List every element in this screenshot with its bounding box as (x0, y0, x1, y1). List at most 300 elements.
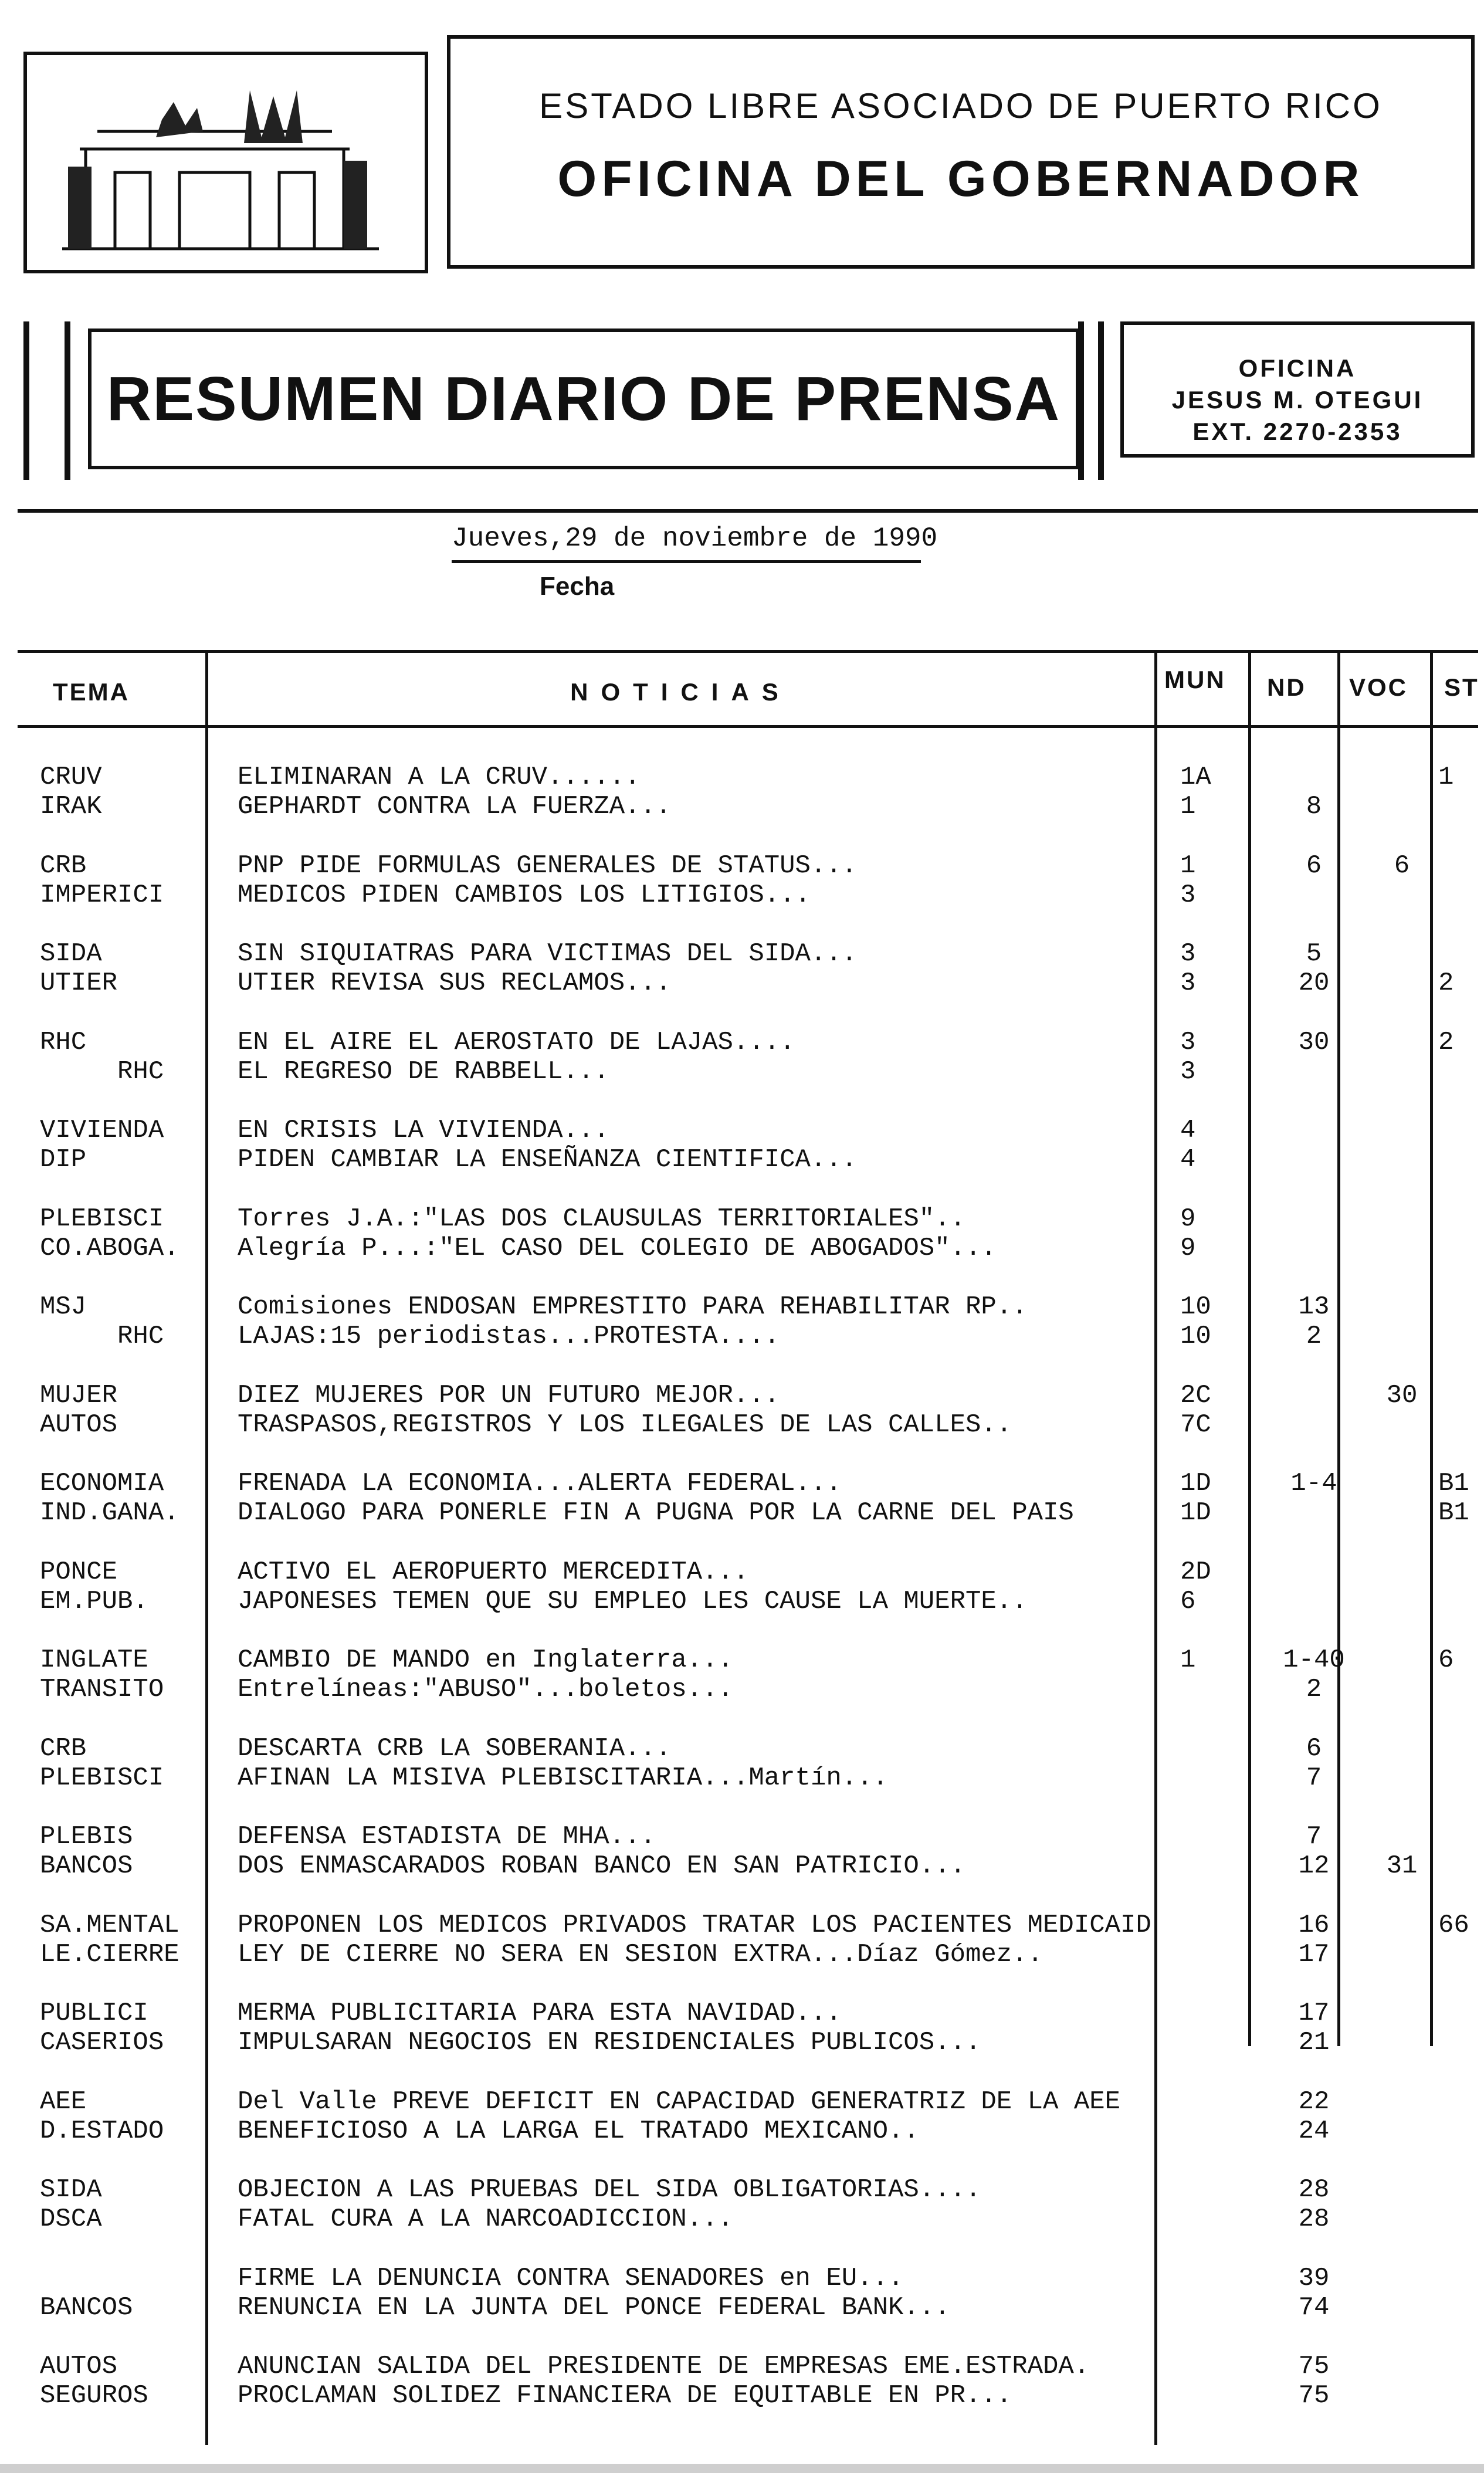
nd-line (1261, 1145, 1367, 1174)
cell-mun (1180, 939, 1195, 998)
voc-line: 30 (1386, 1381, 1418, 1410)
cell-nd (1261, 2352, 1367, 2410)
cell-noticias (238, 1469, 1074, 1528)
tema-line: RHC (40, 1057, 164, 1086)
tema-line: PLEBIS (40, 1822, 133, 1851)
header-line-1: ESTADO LIBRE ASOCIADO DE PUERTO RICO (539, 86, 1383, 126)
nd-line: 2 (1306, 1322, 1322, 1351)
cell-nd (1261, 2175, 1367, 2234)
st-line: 1 (1438, 763, 1454, 792)
tema-line: BANCOS (40, 1851, 133, 1881)
voc-line (1355, 1587, 1449, 1616)
date-underline (452, 560, 921, 563)
nd-line (1261, 1587, 1367, 1616)
nd-line: 5 (1306, 939, 1322, 968)
cell-tema (40, 1381, 117, 1440)
mun-line: 1D (1180, 1469, 1211, 1498)
voc-line (1355, 1116, 1449, 1145)
mun-line: 3 (1180, 1057, 1196, 1086)
cell-nd (1261, 2087, 1367, 2146)
noticias-line: DIEZ MUJERES POR UN FUTURO MEJOR... (238, 1381, 780, 1410)
noticias-line: GEPHARDT CONTRA LA FUERZA... (238, 792, 672, 821)
cell-noticias (238, 2087, 1120, 2146)
noticias-line: PROPONEN LOS MEDICOS PRIVADOS TRATAR LOS PACIENTES MEDICAID (238, 1911, 1151, 1940)
cell-voc (1355, 1116, 1449, 1174)
noticias-line: ACTIVO EL AEROPUERTO MERCEDITA... (238, 1557, 749, 1587)
st-line (1438, 792, 1453, 821)
noticias-line: PROCLAMAN SOLIDEZ FINANCIERA DE EQUITABLE EN PR... (238, 2381, 1012, 2410)
mun-line: 2D (1180, 1557, 1211, 1587)
cell-nd (1261, 1381, 1367, 1440)
voc-line (1355, 763, 1449, 792)
cell-noticias (238, 1911, 1151, 1969)
table-row (0, 939, 1484, 998)
noticias-line: LAJAS:15 periodistas...PROTESTA.... (238, 1322, 780, 1351)
nd-line (1261, 1234, 1367, 1263)
cell-tema (40, 1292, 164, 1351)
cell-voc (1355, 939, 1449, 998)
noticias-line: Entrelíneas:"ABUSO"...boletos... (238, 1675, 733, 1704)
tema-line: SIDA (40, 2175, 102, 2204)
cell-nd (1261, 1645, 1367, 1704)
cell-tema (40, 1911, 179, 1969)
noticias-line: DEFENSA ESTADISTA DE MHA... (238, 1822, 656, 1851)
cell-nd (1261, 1557, 1367, 1616)
voc-line (1355, 1145, 1449, 1174)
cell-tema (40, 763, 102, 821)
cell-noticias (238, 1204, 997, 1263)
noticias-line: AFINAN LA MISIVA PLEBISCITARIA...Martín... (238, 1763, 888, 1793)
noticias-line: FIRME LA DENUNCIA CONTRA SENADORES en EU... (238, 2264, 904, 2293)
cell-nd (1261, 851, 1367, 910)
cell-mun (1180, 1557, 1211, 1616)
cell-tema (40, 2087, 164, 2146)
tema-line (40, 2264, 133, 2293)
nd-line: 30 (1298, 1028, 1330, 1057)
building-illustration (27, 55, 425, 270)
cell-tema (40, 1469, 179, 1528)
cell-voc (1355, 1204, 1449, 1263)
nd-line (1261, 1498, 1367, 1528)
nd-line: 7 (1306, 1763, 1322, 1793)
voc-line (1355, 2352, 1449, 2381)
cell-voc (1355, 2175, 1449, 2234)
st-line: B1 (1438, 1498, 1469, 1528)
voc-line (1355, 1028, 1449, 1057)
table-row (0, 1469, 1484, 1528)
page-bottom-edge (0, 2464, 1484, 2473)
mun-line: 3 (1180, 968, 1196, 998)
voc-line (1355, 1675, 1449, 1704)
mun-line: 3 (1180, 1028, 1196, 1057)
noticias-line: MERMA PUBLICITARIA PARA ESTA NAVIDAD... (238, 1999, 842, 2028)
col-header-nd: ND (1267, 673, 1306, 701)
tema-line: TRANSITO (40, 1675, 164, 1704)
cell-voc (1355, 1734, 1449, 1793)
cell-noticias (238, 851, 857, 910)
office-line-1: OFICINA (1238, 354, 1357, 382)
noticias-line: FRENADA LA ECONOMIA...ALERTA FEDERAL... (238, 1469, 842, 1498)
tema-line: PLEBISCI (40, 1763, 164, 1793)
voc-line (1355, 1940, 1449, 1969)
st-line: 6 (1438, 1645, 1454, 1675)
voc-line (1355, 1498, 1449, 1528)
cell-noticias (238, 1292, 1028, 1351)
table-row (0, 1734, 1484, 1793)
noticias-line: Comisiones ENDOSAN EMPRESTITO PARA REHABILITAR RP.. (238, 1292, 1028, 1322)
cell-tema (40, 939, 117, 998)
tema-line: IMPERICI (40, 881, 164, 910)
tema-line: PLEBISCI (40, 1204, 164, 1234)
voc-line: 31 (1386, 1851, 1418, 1881)
cell-nd (1261, 763, 1367, 821)
mun-line: 10 (1180, 1292, 1211, 1322)
noticias-line: FATAL CURA A LA NARCOADICCION... (238, 2204, 733, 2234)
office-line-3: EXT. 2270-2353 (1192, 418, 1402, 445)
cell-nd (1261, 1822, 1367, 1881)
cell-voc (1355, 1911, 1449, 1969)
cell-tema (40, 1999, 164, 2057)
cell-tema (40, 1645, 164, 1704)
cell-tema (40, 1734, 164, 1793)
cell-st (1438, 939, 1453, 998)
cell-tema (40, 2264, 133, 2322)
cell-tema (40, 2352, 148, 2410)
nd-line: 75 (1298, 2381, 1330, 2410)
noticias-line: CAMBIO DE MANDO en Inglaterra... (238, 1645, 733, 1675)
nd-line (1261, 1410, 1367, 1440)
tema-line: EM.PUB. (40, 1587, 148, 1616)
cell-noticias (238, 2175, 981, 2234)
nd-line: 13 (1298, 1292, 1330, 1322)
table-header-line (18, 725, 1478, 728)
banner-bar-right-1 (1078, 321, 1084, 480)
cell-noticias (238, 2352, 1089, 2410)
nd-line: 28 (1298, 2204, 1330, 2234)
cell-tema (40, 1028, 164, 1086)
mun-line: 1 (1180, 1645, 1196, 1675)
nd-line: 8 (1306, 792, 1322, 821)
cell-noticias (238, 1999, 981, 2057)
tema-line: LE.CIERRE (40, 1940, 179, 1969)
cell-noticias (238, 1822, 965, 1881)
tema-line: SA.MENTAL (40, 1911, 179, 1940)
tema-line: PUBLICI (40, 1999, 148, 2028)
mun-line: 3 (1180, 939, 1196, 968)
tema-line: AUTOS (40, 2352, 118, 2381)
cell-voc (1355, 1469, 1449, 1528)
tema-line: MUJER (40, 1381, 118, 1410)
voc-line (1355, 1911, 1449, 1940)
noticias-line: EN EL AIRE EL AEROSTATO DE LAJAS.... (238, 1028, 795, 1057)
mun-line (1180, 1675, 1195, 1704)
noticias-line: PIDEN CAMBIAR LA ENSEÑANZA CIENTIFICA... (238, 1145, 858, 1174)
voc-line (1355, 2117, 1449, 2146)
cell-voc (1355, 1381, 1449, 1440)
cell-voc (1355, 851, 1449, 910)
nd-line: 20 (1298, 968, 1330, 998)
tema-line: UTIER (40, 968, 118, 998)
nd-line: 22 (1298, 2087, 1330, 2117)
nd-line (1261, 1557, 1367, 1587)
office-line-2: JESUS M. OTEGUI (1171, 386, 1424, 414)
noticias-line: EL REGRESO DE RABBELL... (238, 1057, 609, 1086)
noticias-line: RENUNCIA EN LA JUNTA DEL PONCE FEDERAL BANK... (238, 2293, 950, 2322)
mun-line: 4 (1180, 1116, 1196, 1145)
cell-nd (1261, 1028, 1367, 1086)
cell-st (1438, 1028, 1453, 1086)
cell-voc (1355, 1557, 1449, 1616)
cell-voc (1355, 1645, 1449, 1704)
mun-line: 10 (1180, 1322, 1211, 1351)
tema-line: SEGUROS (40, 2381, 148, 2410)
noticias-line: EN CRISIS LA VIVIENDA... (238, 1116, 609, 1145)
st-line: B1 (1438, 1469, 1469, 1498)
mun-line: 7C (1180, 1410, 1211, 1440)
tema-line: AEE (40, 2087, 87, 2117)
col-header-tema: TEMA (53, 678, 130, 706)
table-row (0, 1204, 1484, 1263)
noticias-line: SIN SIQUIATRAS PARA VICTIMAS DEL SIDA... (238, 939, 858, 968)
voc-line (1355, 1557, 1449, 1587)
mun-line: 1 (1180, 792, 1196, 821)
voc-line (1355, 1322, 1449, 1351)
cell-voc (1355, 763, 1449, 821)
tema-line: IND.GANA. (40, 1498, 179, 1528)
mun-line: 2C (1180, 1381, 1211, 1410)
mun-line: 1 (1180, 851, 1196, 881)
cell-st (1438, 1911, 1469, 1969)
voc-line (1355, 1410, 1449, 1440)
table-row (0, 1822, 1484, 1881)
mun-line: 4 (1180, 1145, 1196, 1174)
noticias-line: JAPONESES TEMEN QUE SU EMPLEO LES CAUSE LA MUERTE.. (238, 1587, 1028, 1616)
st-line: 66 (1438, 1911, 1469, 1940)
voc-line (1355, 1645, 1449, 1675)
nd-line: 17 (1298, 1940, 1330, 1969)
tema-line: MSJ (40, 1292, 87, 1322)
mun-line: 9 (1180, 1234, 1196, 1263)
col-header-st: ST (1444, 673, 1479, 701)
voc-line (1355, 2028, 1449, 2057)
table-row (0, 1557, 1484, 1616)
table-row (0, 1999, 1484, 2057)
voc-line (1355, 1292, 1449, 1322)
cell-noticias (238, 763, 671, 821)
cell-tema (40, 1116, 164, 1174)
noticias-line: ANUNCIAN SALIDA DEL PRESIDENTE DE EMPRESAS EME.ESTRADA. (238, 2352, 1090, 2381)
noticias-line: OBJECION A LAS PRUEBAS DEL SIDA OBLIGATORIAS.... (238, 2175, 981, 2204)
cell-st (1438, 1469, 1469, 1528)
nd-line: 21 (1298, 2028, 1330, 2057)
nd-line: 16 (1298, 1911, 1330, 1940)
cell-mun (1180, 1028, 1195, 1086)
voc-line (1355, 792, 1449, 821)
tema-line: CRB (40, 1734, 87, 1763)
voc-line (1355, 2264, 1449, 2293)
tema-line: DIP (40, 1145, 87, 1174)
cell-nd (1261, 1734, 1367, 1793)
tema-line: BANCOS (40, 2293, 133, 2322)
cell-mun (1180, 1469, 1211, 1528)
table-row (0, 763, 1484, 821)
nd-line (1261, 763, 1367, 792)
voc-line (1355, 1469, 1449, 1498)
nd-line: 24 (1298, 2117, 1330, 2146)
noticias-line: TRASPASOS,REGISTROS Y LOS ILEGALES DE LAS CALLES.. (238, 1410, 1012, 1440)
cell-nd (1261, 1999, 1367, 2057)
cell-nd (1261, 1911, 1367, 1969)
tema-line: CASERIOS (40, 2028, 164, 2057)
banner-bar-left-1 (23, 321, 29, 480)
nd-line: 74 (1298, 2293, 1330, 2322)
cell-tema (40, 2175, 102, 2234)
cell-voc (1355, 1999, 1449, 2057)
col-header-voc: VOC (1349, 673, 1408, 701)
cell-mun (1180, 763, 1211, 821)
banner-divider (18, 509, 1478, 513)
tema-line: PONCE (40, 1557, 118, 1587)
mun-line: 1D (1180, 1498, 1211, 1528)
cell-voc (1355, 1822, 1449, 1881)
mun-line: 9 (1180, 1204, 1196, 1234)
cell-mun (1180, 1204, 1195, 1263)
cell-noticias (238, 1734, 888, 1793)
banner-bar-right-2 (1098, 321, 1104, 480)
header-box (447, 35, 1475, 269)
nd-line (1261, 1057, 1367, 1086)
table-row (0, 851, 1484, 910)
cell-mun (1180, 1645, 1195, 1704)
nd-line (1261, 1204, 1367, 1234)
nd-line: 12 (1298, 1851, 1330, 1881)
tema-line: RHC (40, 1028, 87, 1057)
noticias-line: Alegría P...:"EL CASO DEL COLEGIO DE ABOGADOS"... (238, 1234, 997, 1263)
cell-mun (1180, 1116, 1195, 1174)
table-row (0, 1116, 1484, 1174)
nd-line: 28 (1298, 2175, 1330, 2204)
cell-st (1438, 763, 1453, 821)
voc-line: 6 (1394, 851, 1410, 881)
voc-line (1355, 1234, 1449, 1263)
cell-voc (1355, 2087, 1449, 2146)
cell-nd (1261, 1116, 1367, 1174)
noticias-line: ELIMINARAN A LA CRUV...... (238, 763, 641, 792)
header-line-2: OFICINA DEL GOBERNADOR (557, 151, 1364, 207)
tema-line: DSCA (40, 2204, 102, 2234)
tema-line: D.ESTADO (40, 2117, 164, 2146)
banner-title: RESUMEN DIARIO DE PRENSA (106, 364, 1061, 434)
nd-line: 75 (1298, 2352, 1330, 2381)
voc-line (1355, 2175, 1449, 2204)
seal-box (23, 52, 428, 273)
banner-title-box (88, 329, 1079, 469)
voc-line (1355, 1999, 1449, 2028)
cell-nd (1261, 939, 1367, 998)
nd-line (1261, 1116, 1367, 1145)
noticias-line: DOS ENMASCARADOS ROBAN BANCO EN SAN PATRICIO... (238, 1851, 966, 1881)
noticias-line: DESCARTA CRB LA SOBERANIA... (238, 1734, 672, 1763)
report-date: Jueves,29 de noviembre de 1990 (452, 523, 938, 554)
nd-line: 6 (1306, 851, 1322, 881)
mun-line: 1A (1180, 763, 1211, 792)
cell-mun (1180, 851, 1195, 910)
table-row (0, 2352, 1484, 2410)
cell-noticias (238, 1645, 733, 1704)
tema-line: RHC (40, 1322, 164, 1351)
table-row (0, 1381, 1484, 1440)
tema-line: SIDA (40, 939, 102, 968)
nd-line: 6 (1306, 1734, 1322, 1763)
voc-line (1355, 1057, 1449, 1086)
st-line (1438, 1940, 1469, 1969)
cell-noticias (238, 1116, 857, 1174)
voc-line (1355, 1822, 1449, 1851)
nd-line (1261, 881, 1367, 910)
table-row (0, 1292, 1484, 1351)
noticias-line: UTIER REVISA SUS RECLAMOS... (238, 968, 672, 998)
col-header-noticias: NOTICIAS (570, 678, 791, 706)
noticias-line: IMPULSARAN NEGOCIOS EN RESIDENCIALES PUBLICOS... (238, 2028, 981, 2057)
noticias-line: DIALOGO PARA PONERLE FIN A PUGNA POR LA CARNE DEL PAIS (238, 1498, 1074, 1528)
cell-noticias (238, 1557, 1028, 1616)
voc-line (1355, 1734, 1449, 1763)
st-line: 2 (1438, 1028, 1454, 1057)
table-top-line (18, 650, 1478, 653)
tema-line: CRB (40, 851, 87, 881)
table-row (0, 2175, 1484, 2234)
tema-line: ECONOMIA (40, 1469, 164, 1498)
cell-tema (40, 1557, 148, 1616)
noticias-line: LEY DE CIERRE NO SERA EN SESION EXTRA...Díaz Gómez.. (238, 1940, 1043, 1969)
cell-mun (1180, 1381, 1211, 1440)
voc-line (1355, 2087, 1449, 2117)
voc-line (1355, 2293, 1449, 2322)
noticias-line: Torres J.A.:"LAS DOS CLAUSULAS TERRITORIALES".. (238, 1204, 966, 1234)
voc-line (1355, 939, 1449, 968)
cell-nd (1261, 1292, 1367, 1351)
banner-bar-left-2 (65, 321, 70, 480)
col-header-mun: MUN (1164, 666, 1226, 693)
cell-nd (1261, 1204, 1367, 1263)
voc-line (1355, 881, 1449, 910)
tema-line: VIVIENDA (40, 1116, 164, 1145)
cell-nd (1261, 2264, 1367, 2322)
cell-voc (1355, 1028, 1449, 1086)
mun-line: 6 (1180, 1587, 1196, 1616)
nd-line: 1-40 (1283, 1645, 1345, 1675)
cell-noticias (238, 2264, 950, 2322)
st-line (1438, 1675, 1453, 1704)
cell-tema (40, 851, 164, 910)
nd-line: 7 (1306, 1822, 1322, 1851)
voc-line (1355, 968, 1449, 998)
cell-st (1438, 1645, 1453, 1704)
cell-noticias (238, 939, 857, 998)
st-line (1438, 1057, 1453, 1086)
cell-nd (1261, 1469, 1367, 1528)
nd-line: 1-4 (1290, 1469, 1337, 1498)
st-line: 2 (1438, 968, 1454, 998)
cell-voc (1355, 2264, 1449, 2322)
table-row (0, 2087, 1484, 2146)
cell-noticias (238, 1381, 1012, 1440)
mun-line: 3 (1180, 881, 1196, 910)
cell-voc (1355, 2352, 1449, 2410)
cell-mun (1180, 1292, 1211, 1351)
noticias-line: BENEFICIOSO A LA LARGA EL TRATADO MEXICANO.. (238, 2117, 919, 2146)
voc-line (1355, 2204, 1449, 2234)
